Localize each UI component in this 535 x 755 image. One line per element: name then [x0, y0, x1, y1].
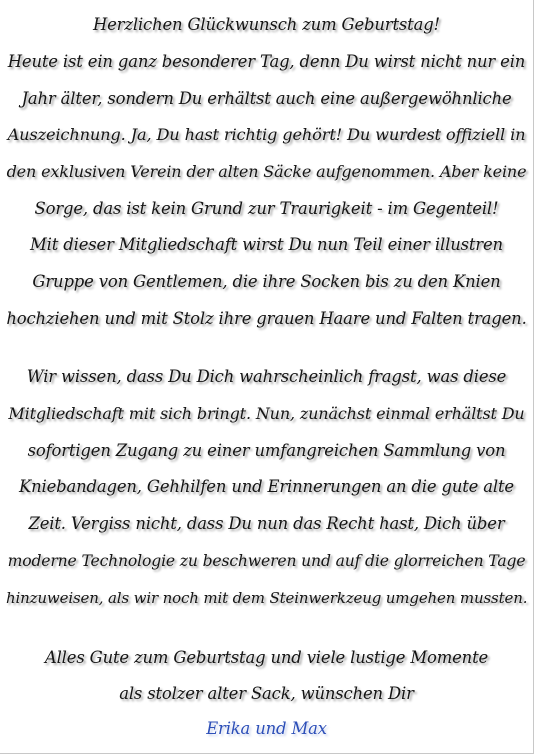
paragraph1-line: Mit dieser Mitgliedschaft wirst Du nun Teil einer illustren: [30, 235, 503, 254]
paragraph2-line: Mitgliedschaft mit sich bringt. Nun, zunächst einmal erhältst Du: [8, 404, 525, 423]
greeting-line: Herzlichen Glückwunsch zum Geburtstag!: [92, 15, 440, 34]
paragraph2-line: Kniebandagen, Gehhilfen und Erinnerungen an die gute alte: [19, 477, 514, 496]
paragraph2-line: hinzuweisen, als wir noch mit dem Steinwerkzeug umgehen mussten.: [6, 589, 528, 607]
closing-line: als stolzer alter Sack, wünschen Dir: [119, 684, 414, 703]
paragraph2-line: Zeit. Vergiss nicht, dass Du nun das Recht hast, Dich über: [28, 514, 505, 533]
paragraph1-line: hochziehen und mit Stolz ihre grauen Haare und Falten tragen.: [6, 309, 527, 328]
closing-line: Alles Gute zum Geburtstag und viele lustige Momente: [44, 648, 489, 667]
paragraph1-line: Gruppe von Gentlemen, die ihre Socken bis zu den Knien: [32, 272, 501, 291]
paragraph2-line: Wir wissen, dass Du Dich wahrscheinlich fragst, was diese: [26, 367, 507, 386]
paragraph1-line: Auszeichnung. Ja, Du hast richtig gehört! Du wurdest offiziell in: [7, 125, 526, 144]
paragraph1-line: den exklusiven Verein der alten Säcke aufgenommen. Aber keine: [6, 162, 527, 181]
paragraph2-line: moderne Technologie zu beschweren und auf die glorreichen Tage: [7, 552, 526, 570]
paragraph1-line: Jahr älter, sondern Du erhältst auch eine außergewöhnliche: [21, 89, 512, 108]
paragraph1-line: Sorge, das ist kein Grund zur Traurigkeit - im Gegenteil!: [34, 199, 499, 218]
signature: Erika und Max: [206, 719, 327, 738]
paragraph2-line: sofortigen Zugang zu einer umfangreichen Sammlung von: [27, 441, 506, 460]
paragraph1-line: Heute ist ein ganz besonderer Tag, denn Du wirst nicht nur ein: [7, 52, 526, 71]
